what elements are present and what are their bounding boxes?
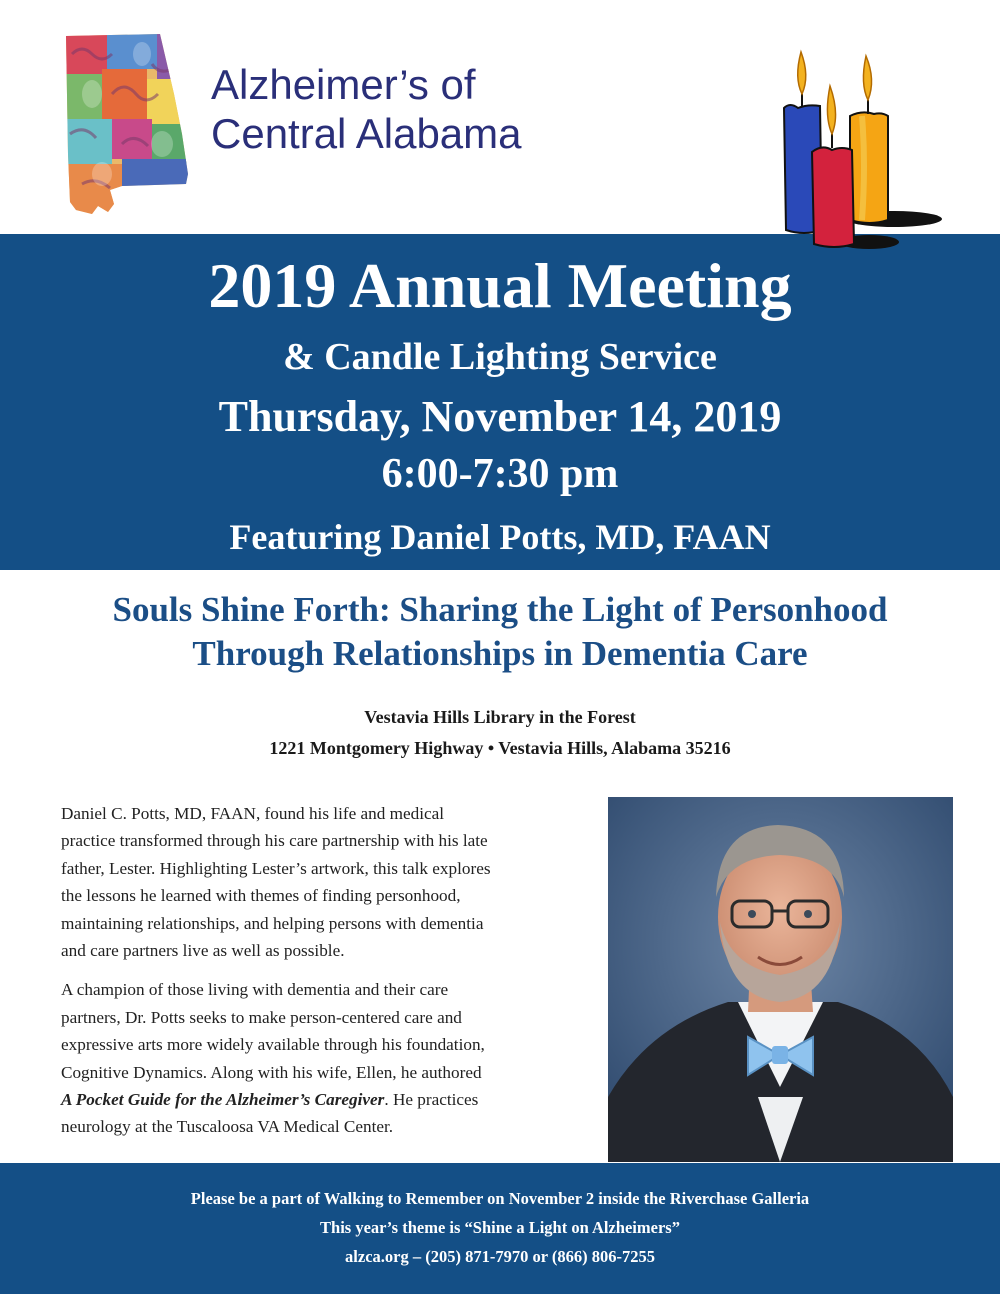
venue (0, 702, 1000, 764)
talk-title-line2: Through Relationships in Dementia Care (192, 634, 808, 673)
bio-line: maintaining relationships, and helping persons with dementia (61, 913, 484, 933)
bio-line: A champion of those living with dementia and their care (61, 980, 449, 1000)
bio-line: the lessons he learned with themes of finding personhood, (61, 886, 461, 906)
speaker-bio (61, 800, 591, 1153)
bio-paragraph-1 (61, 800, 591, 964)
bio-line: partners, Dr. Potts seeks to make person-centered care and (61, 1007, 462, 1027)
org-name-line1: Alzheimer’s of (211, 61, 476, 108)
footer-contact: alzca.org – (205) 871-7970 or (866) 806-7255 (345, 1247, 655, 1266)
event-time: 6:00-7:30 pm (381, 451, 619, 497)
event-banner (0, 234, 1000, 570)
org-name (211, 60, 522, 158)
candles-icon (774, 44, 944, 254)
alabama-map-hands-logo-icon (62, 34, 194, 216)
event-title: 2019 Annual Meeting (208, 250, 792, 321)
bio-line: father, Lester. Highlighting Lester’s artwork, this talk explores (61, 858, 491, 878)
talk-title-line1: Souls Shine Forth: Sharing the Light of Personhood (112, 590, 888, 629)
bio-line: Daniel C. Potts, MD, FAAN, found his life and medical (61, 804, 445, 823)
event-subtitle: & Candle Lighting Service (283, 336, 717, 378)
bio-line (61, 1086, 591, 1113)
speaker-portrait-photo-icon (608, 797, 953, 1162)
venue-name: Vestavia Hills Library in the Forest (364, 707, 636, 727)
footer (0, 1163, 1000, 1294)
venue-address: 1221 Montgomery Highway • Vestavia Hills, Alabama 35216 (269, 738, 731, 758)
bio-line: and care partners live as well as possible. (61, 941, 345, 961)
bio-line: expressive arts more widely available through his foundation, (61, 1035, 485, 1055)
bio-text: . He practices (384, 1090, 479, 1110)
bio-paragraph-2 (61, 976, 591, 1140)
book-title: A Pocket Guide for the Alzheimer’s Caregiver (61, 1090, 385, 1110)
bio-line: practice transformed through his care partnership with his late (61, 831, 488, 851)
footer-line1: Please be a part of Walking to Remember on November 2 inside the Riverchase Galleria (190, 1189, 810, 1208)
bio-line: Cognitive Dynamics. Along with his wife, Ellen, he authored (61, 1062, 482, 1082)
talk-title (0, 588, 1000, 676)
event-date: Thursday, November 14, 2019 (218, 392, 782, 441)
org-name-line2: Central Alabama (211, 110, 522, 157)
bio-line: neurology at the Tuscaloosa VA Medical Center. (61, 1117, 394, 1137)
footer-line2: This year’s theme is “Shine a Light on Alzheimers” (320, 1218, 680, 1237)
event-featuring: Featuring Daniel Potts, MD, FAAN (229, 517, 771, 557)
